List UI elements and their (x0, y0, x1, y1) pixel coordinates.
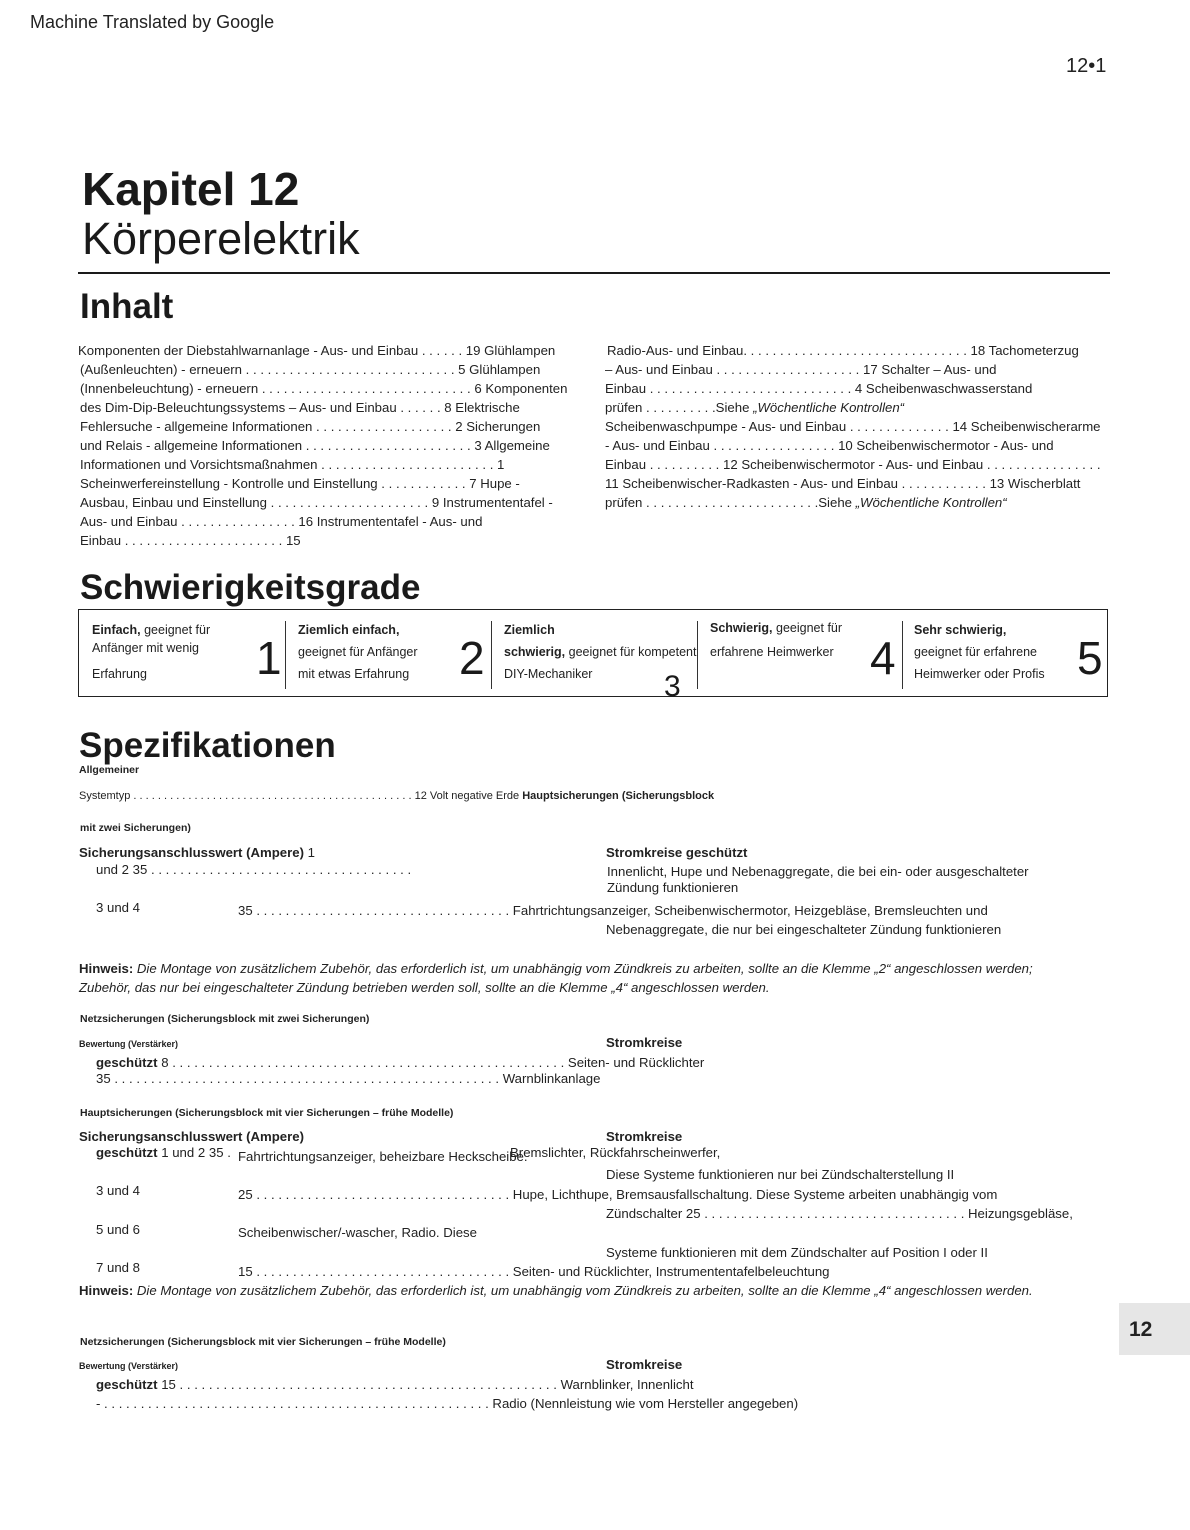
fuse-row-2-left: 3 und 4 (96, 900, 140, 915)
net-fuse-row: 35 . . . . . . . . . . . . . . . . . . . . . . . . . . . . . . . . . . . . . . . . . . . . . . . . . . . . . Warnblinkanlage (96, 1071, 601, 1086)
grade-desc: erfahrene Heimwerker (710, 645, 834, 659)
fuse-row-overlap-text: Fahrtrichtungsanzeiger, beheizbare Heckscheibe. (238, 1149, 528, 1164)
fuse-row-1-circuits: Zündung funktionieren (607, 880, 739, 895)
fuse-row-2-circuits: Nebenaggregate, die nur bei eingeschalteter Zündung funktionieren (606, 922, 1002, 937)
net-fuse-row: geschützt 8 . . . . . . . . . . . . . . . . . . . . . . . . . . . . . . . . . . . . . . . . . . . . . . . . . . . . . . Seiten- und Rücklichter (96, 1055, 705, 1070)
grade-desc: Anfänger mit wenig (92, 641, 200, 655)
grade-desc: geeignet für erfahrene (914, 645, 1038, 659)
fuse-row-left: 3 und 4 (96, 1183, 140, 1198)
grade-title: Sehr schwierig, (914, 623, 1007, 637)
toc-line: Radio-Aus- und Einbau. . . . . . . . . . . . . . . . . . . . . . . . . . . . . . . 18 Tachometerzug (607, 343, 1079, 358)
fuse-row-1-left: und 2 35 . . . . . . . . . . . . . . . . . . . . . . . . . . . . . . . . . . . . (96, 862, 412, 877)
toc-line: Scheibenwaschpumpe - Aus- und Einbau . . . . . . . . . . . . . . 14 Scheibenwischerarme (605, 419, 1101, 434)
note-1: Hinweis: Die Montage von zusätzlichem Zubehör, das erforderlich ist, um unabhängig vom Zündkreis zu arbeiten, sollte an die Klemme „2“ angeschlossen werden; (79, 961, 1033, 976)
net-fuses-4-title: Netzsicherungen (Sicherungsblock mit vier Sicherungen – frühe Modelle) (80, 1336, 446, 1348)
difficulty-divider (491, 621, 492, 689)
page-number: 12•1 (1066, 55, 1107, 77)
chapter-subtitle: Körperelektrik (82, 213, 360, 264)
note-2: Hinweis: Die Montage von zusätzlichem Zubehör, das erforderlich ist, um unabhängig vom Zündkreis zu arbeiten, sollte an die Klemme „4“ angeschlossen werden. (79, 1283, 1033, 1298)
difficulty-divider (697, 621, 698, 689)
fuse-row-1-circuits: Innenlicht, Hupe und Nebenaggregate, die bei ein- oder ausgeschalteter (607, 864, 1029, 879)
toc-line: Aus- und Einbau . . . . . . . . . . . . . . . . 16 Instrumententafel - Aus- und (80, 514, 483, 529)
net-fuse-row: - . . . . . . . . . . . . . . . . . . . . . . . . . . . . . . . . . . . . . . . . . . . . . . . . . . . . . Radio (Nennleistung wie vom Hersteller angegeben) (96, 1396, 799, 1411)
toc-line: (Außenleuchten) - erneuern . . . . . . . . . . . . . . . . . . . . . . . . . . . . . 5 Glühlampen (80, 362, 541, 377)
grade-desc: mit etwas Erfahrung (298, 667, 410, 681)
grade-title: Einfach, geeignet für (92, 623, 211, 637)
fuse-row-left: 7 und 8 (96, 1260, 140, 1275)
grade-number: 1 (256, 632, 282, 684)
toc-line: Komponenten der Diebstahlwarnanlage - Aus- und Einbau . . . . . . 19 Glühlampen (78, 343, 556, 358)
fuse-row-rating: Scheibenwischer/-wascher, Radio. Diese (238, 1225, 477, 1240)
fuse-row-rating: 25 . . . . . . . . . . . . . . . . . . . . . . . . . . . . . . . . . . . Hupe, Lichthupe, Bremsausfallschaltung. Diese Systeme arbeiten unabhängig vom (238, 1187, 998, 1202)
toc-line: (Innenbeleuchtung) - erneuern . . . . . . . . . . . . . . . . . . . . . . . . . . . . . 6 Komponenten (80, 381, 568, 396)
circuits-header: Stromkreise (606, 1357, 683, 1372)
toc-line: Einbau . . . . . . . . . . 12 Scheibenwischermotor - Aus- und Einbau . . . . . . . . . . . . . . . . (605, 457, 1101, 472)
fuse-row-rating: 15 . . . . . . . . . . . . . . . . . . . . . . . . . . . . . . . . . . . Seiten- und Rücklichter, Instrumententafelbeleuchtung (238, 1264, 830, 1279)
toc-line: - Aus- und Einbau . . . . . . . . . . . . . . . . . 10 Scheibenwischermotor - Aus- und (605, 438, 1054, 453)
grade-desc: DIY-Mechaniker (504, 667, 593, 681)
grade-number: 5 (1077, 632, 1103, 684)
two-fuse-label: mit zwei Sicherungen) (80, 822, 191, 834)
toc-line: Ausbau, Einbau und Einstellung . . . . . . . . . . . . . . . . . . . . . . 9 Instrumententafel - (80, 495, 553, 510)
grade-desc: schwierig, geeignet für kompetent (504, 645, 697, 659)
fuse-row-2-rating: 35 . . . . . . . . . . . . . . . . . . . . . . . . . . . . . . . . . . . Fahrtrichtungsanzeiger, Scheibenwischermotor, Heizgebläse, Bremsleuchten und (238, 903, 988, 918)
grade-number: 2 (459, 632, 485, 684)
fuse-rating-header: Sicherungsanschlusswert (Ampere) (79, 1129, 304, 1144)
toc-line: Scheinwerfereinstellung - Kontrolle und Einstellung . . . . . . . . . . . . 7 Hupe - (80, 476, 520, 491)
circuits-header: Stromkreise geschützt (606, 845, 748, 860)
toc-line: prüfen . . . . . . . . . .Siehe „Wöchentliche Kontrollen“ (605, 400, 905, 415)
circuits-header: Stromkreise (606, 1129, 683, 1144)
grade-desc: Erfahrung (92, 667, 147, 681)
fuse-row-circuits: Zündschalter 25 . . . . . . . . . . . . . . . . . . . . . . . . . . . . . . . . . . . . Heizungsgebläse, (606, 1206, 1073, 1221)
translation-banner: Machine Translated by Google (30, 12, 275, 32)
specs-heading: Spezifikationen (79, 726, 336, 765)
toc-line: Informationen und Vorsichtsmaßnahmen . . . . . . . . . . . . . . . . . . . . . . . . 1 (80, 457, 505, 472)
grade-title: Ziemlich (504, 623, 555, 637)
grade-number: 3 (664, 670, 681, 703)
net-fuse-row: geschützt 15 . . . . . . . . . . . . . . . . . . . . . . . . . . . . . . . . . . . . . . . . . . . . . . . . . . . . Warnblinker, Innenlicht (96, 1377, 694, 1392)
rating-label: Bewertung (Verstärker) (79, 1039, 179, 1049)
grade-desc: Heimwerker oder Profis (914, 667, 1045, 681)
note-1-cont: Zubehör, das nur bei eingeschalteter Zündung betrieben werden soll, sollte an die Klemme „4“ angeschlossen werden. (79, 980, 770, 995)
contents-heading: Inhalt (80, 287, 174, 326)
fuse-row-overlap-text: Bremslichter, Rückfahrscheinwerfer, (510, 1145, 721, 1160)
main-fuses-4-title: Hauptsicherungen (Sicherungsblock mit vier Sicherungen – frühe Modelle) (80, 1107, 454, 1119)
fuse-row-circuits: Systeme funktionieren mit dem Zündschalter auf Position I oder II (606, 1245, 988, 1260)
difficulty-divider (902, 621, 903, 689)
rating-label: Bewertung (Verstärker) (79, 1361, 179, 1371)
circuits-header: Stromkreise (606, 1035, 683, 1050)
grade-title: Schwierig, geeignet für (710, 621, 843, 635)
toc-line: Fehlersuche - allgemeine Informationen . . . . . . . . . . . . . . . . . . . 2 Sicherungen (80, 419, 541, 434)
toc-line: und Relais - allgemeine Informationen . . . . . . . . . . . . . . . . . . . . . . . 3 Allgemeine (80, 438, 550, 453)
grade-number: 4 (870, 632, 896, 684)
grade-desc: geeignet für Anfänger (298, 645, 418, 659)
title-rule (78, 272, 1110, 274)
toc-line: – Aus- und Einbau . . . . . . . . . . . . . . . . . . . . 17 Schalter – Aus- und (605, 362, 997, 377)
fuse-row-circuits: Diese Systeme funktionieren nur bei Zündschalterstellung II (606, 1167, 955, 1182)
fuse-row: geschützt 1 und 2 35 . (96, 1145, 231, 1160)
toc-line: Einbau . . . . . . . . . . . . . . . . . . . . . . 15 (80, 533, 301, 548)
difficulty-divider (285, 621, 286, 689)
general-label: Allgemeiner (79, 764, 140, 776)
grade-title: Ziemlich einfach, (298, 623, 400, 637)
chapter-title: Kapitel 12 (82, 163, 300, 215)
net-fuses-2-title: Netzsicherungen (Sicherungsblock mit zwei Sicherungen) (80, 1013, 370, 1025)
difficulty-heading: Schwierigkeitsgrade (80, 568, 421, 607)
fuse-row-left: 5 und 6 (96, 1222, 140, 1237)
fuse-rating-header: Sicherungsanschlusswert (Ampere) 1 (79, 845, 315, 860)
toc-line: 11 Scheibenwischer-Radkasten - Aus- und Einbau . . . . . . . . . . . . 13 Wischerblatt (605, 476, 1081, 491)
system-type-line: Systemtyp . . . . . . . . . . . . . . . . . . . . . . . . . . . . . . . . . . . . . . . . . . . . . . 12 Volt negative Erde Hauptsicherungen (Sicherungsblock (79, 790, 715, 802)
toc-line: prüfen . . . . . . . . . . . . . . . . . . . . . . . .Siehe „Wöchentliche Kontrollen“ (605, 495, 1007, 510)
toc-line: des Dim-Dip-Beleuchtungssystems – Aus- und Einbau . . . . . . 8 Elektrische (80, 400, 520, 415)
toc-line: Einbau . . . . . . . . . . . . . . . . . . . . . . . . . . . . 4 Scheibenwaschwasserstand (605, 381, 1033, 396)
chapter-tab-label: 12 (1129, 1318, 1153, 1341)
